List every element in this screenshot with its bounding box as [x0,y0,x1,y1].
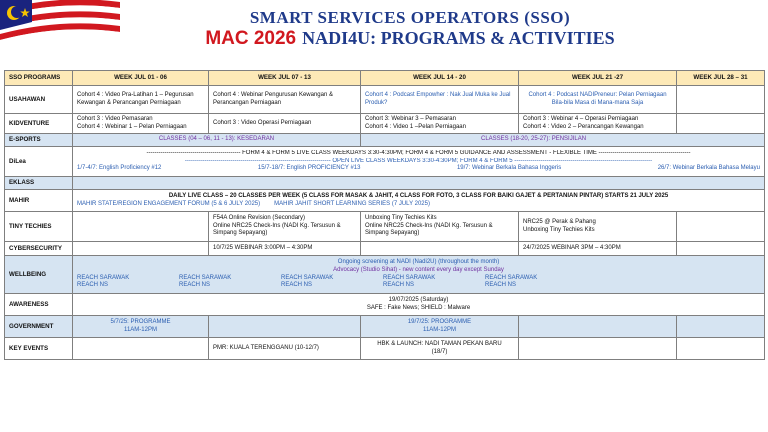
row-label: DiLea [5,147,73,177]
row-wellbeing [5,256,765,294]
cell-line: Cohort 4 : Webinar 1 – Pelan Perniagaan [77,123,187,130]
cell [73,294,765,316]
cell [73,177,765,190]
reach-ns-label: REACH NS [281,282,313,289]
reach-label: REACH SARAWAK [383,274,436,281]
col-header: WEEK JUL 01 - 06 [73,71,209,86]
row-esports [5,134,765,147]
cell [73,147,765,177]
cell [677,316,765,338]
col-header: WEEK JUL 07 - 13 [209,71,361,86]
cell: Cohort 4 : Podcast Empowher : Nak Jual Muka ke Jual Produk? [361,86,519,114]
header-row [5,71,765,86]
cell [519,316,677,338]
row-awareness [5,294,765,316]
cell-line: 11AM-12PM [423,326,456,333]
cell-line: 11AM-12PM [124,326,157,333]
row-eklass [5,177,765,190]
dilea-event: 1/7-4/7: English Proficiency #12 [77,165,162,172]
cell-line: 19/7/25: PROGRAMME [407,318,472,325]
row-key-events [5,338,765,360]
cell [209,212,361,242]
page-title: SMART SERVICES OPERATORS (SSO) [249,8,571,27]
row-usahawan [5,86,765,114]
program-heading: NADI4U: PROGRAMS & ACTIVITIES [302,28,615,48]
reach-label: REACH SARAWAK [281,274,334,281]
cell [73,338,209,360]
dilea-event: 26/7: Webinar Berkala Bahasa Melayu [657,165,760,172]
cell-line: Unboxing Tiny Techies Kits [365,215,437,222]
page-subtitle [150,28,670,50]
cell: Cohort 4 : Podcast NADIPreneur: Pelan Perniagaan Bila-bila Masa di Mana-mana Saja [519,86,677,114]
programs-table [4,70,765,360]
reach-ns-label: REACH NS [383,282,415,289]
cell [361,316,519,338]
col-header: SSO PROGRAMS [5,71,73,86]
malaysia-flag [0,0,120,60]
cell-line [77,275,760,283]
cell-line: 5/7/25: PROGRAMME [110,318,171,325]
cell [73,190,765,212]
cell-line [77,201,760,209]
row-label: E-SPORTS [5,134,73,147]
cell-line: DAILY LIVE CLASS – 20 CLASSES PER WEEK (5 CLASS FOR MASAK & JAHIT, 4 CLASS FOR FOTO, 3 CLASS FOR BAIKI GAJET & PERTANIAN PINTAR) STARTS 21 JULY 2025 [168,192,669,199]
cell [677,212,765,242]
cell-line: (18/7) [431,348,448,355]
row-mahir [5,190,765,212]
cell [677,242,765,256]
cell-line: 19/07/2025 (Saturday) [388,296,449,303]
cell-line [77,165,760,173]
reach-ns-label: REACH NS [77,282,109,289]
cell: Cohort 4 : Video Pra-Latihan 1 – Pegurusan Kewangan & Perancangan Perniagaan [73,86,209,114]
cell-line: ----------------------------------------------- FORM 4 & FORM 5 LIVE CLASS WEEKDAYS 3:30-4:30PM; FORM 4 & FORM 5 GUIDANCE AND ASSESSMENT - FLEXIBLE TIME ---------------------------------------------- [146,150,691,157]
cell: PMR: KUALA TERENGGANU (10-12/7) [209,338,361,360]
cell-line: Cohort 4 : Video 2 – Perancangan Kewangan [523,123,644,130]
row-label: WELLBEING [5,256,73,294]
dilea-event: 15/7-18/7: English PROFICIENCY #13 [257,165,361,172]
row-government [5,316,765,338]
cell-line: Online NRC25 Check-Ins (NADI Kg. Tersusun & Simpang Sepayang) [213,222,341,237]
cell: Cohort 4 : Webinar Pengurusan Kewangan & Perancangan Perniagaan [209,86,361,114]
row-label: CYBERSECURITY [5,242,73,256]
cell-line: ------------------------------------------------------------------------- OPEN LIVE CLASS WEEKDAYS 3:30-4:30PM; FORM 4 & FORM 5 --------------------------------------------------------------------- [184,157,653,164]
cell [677,114,765,134]
cell-line: Cohort 3 : Webinar 4 – Operasi Perniagaan [523,115,639,122]
cell [519,338,677,360]
reach-label: REACH SARAWAK [485,274,538,281]
cell-line: F54A Online Revision (Secondary) [213,215,306,222]
row-label: USAHAWAN [5,86,73,114]
cell-line: Online NRC25 Check-Ins (NADI Kg. Tersusun & Simpang Sepayang) [365,222,493,237]
row-label: EKLASS [5,177,73,190]
cell [73,316,209,338]
dilea-event: 19/7: Webinar Berkala Bahasa Inggeris [456,165,562,172]
col-header: WEEK JUL 21 -27 [519,71,677,86]
cell-line [77,282,760,290]
cell: CLASSES (04 – 06, 11 - 13): KESEDARAN [73,134,361,147]
month-label: MAC 2026 [205,28,297,49]
cell [361,242,519,256]
cell: 24/7/2025 WEBINAR 3PM – 4:30PM [519,242,677,256]
cell [677,86,765,114]
cell [361,114,519,134]
cell [73,242,209,256]
row-label: TINY TECHIES [5,212,73,242]
cell: CLASSES (18-20, 25-27): PENSIJILAN [361,134,765,147]
mahir-event: MAHIR STATE/REGION ENGAGEMENT FORUM (5 & 6 JULY 2025) [77,200,261,207]
cell-line: Cohort 3 : Video Pemasaran [77,115,153,122]
cell: 10/7/25 WEBINAR 3:00PM – 4:30PM [209,242,361,256]
cell [73,212,209,242]
cell [73,256,765,294]
reach-label: REACH SARAWAK [179,274,232,281]
cell: Cohort 3 : Video Operasi Perniagaan [209,114,361,134]
cell [677,338,765,360]
cell-line: Ongoing screening at NADI (Nadi2U) (throughout the month) [337,259,500,266]
col-header: WEEK JUL 28 – 31 [677,71,765,86]
col-header: WEEK JUL 14 - 20 [361,71,519,86]
reach-ns-label: REACH NS [179,282,211,289]
row-label: MAHIR [5,190,73,212]
reach-ns-label: REACH NS [485,282,517,289]
reach-label: REACH SARAWAK [77,274,130,281]
cell [361,338,519,360]
cell-line: Cohort 3: Webinar 3 – Pemasaran [365,115,456,122]
mahir-event: MAHIR JAHIT SHORT LEARNING SERIES (7 JULY 2025) [274,200,430,207]
cell [361,212,519,242]
cell [73,114,209,134]
cell-line: HBK & LAUNCH: NADI TAMAN PEKAN BARU [377,340,502,347]
cell [519,212,677,242]
row-label: KEY EVENTS [5,338,73,360]
cell-line: SAFE : Fake News; SHIELD : Malware [366,304,471,311]
row-dilea [5,147,765,177]
row-label: KIDVENTURE [5,114,73,134]
row-cybersecurity [5,242,765,256]
cell [209,316,361,338]
cell-line: Cohort 4 : Video 1 –Pelan Perniagaan [365,123,466,130]
row-label: AWARENESS [5,294,73,316]
cell-line: Advocacy (Studio Sihat) - new content every day except Sunday [333,266,504,273]
cell [519,114,677,134]
row-label: GOVERNMENT [5,316,73,338]
cell-line: Unboxing Tiny Techies Kits [523,226,595,233]
cell-line: NRC25 @ Perak & Pahang [523,218,596,225]
row-tiny-techies [5,212,765,242]
row-kidventure [5,114,765,134]
